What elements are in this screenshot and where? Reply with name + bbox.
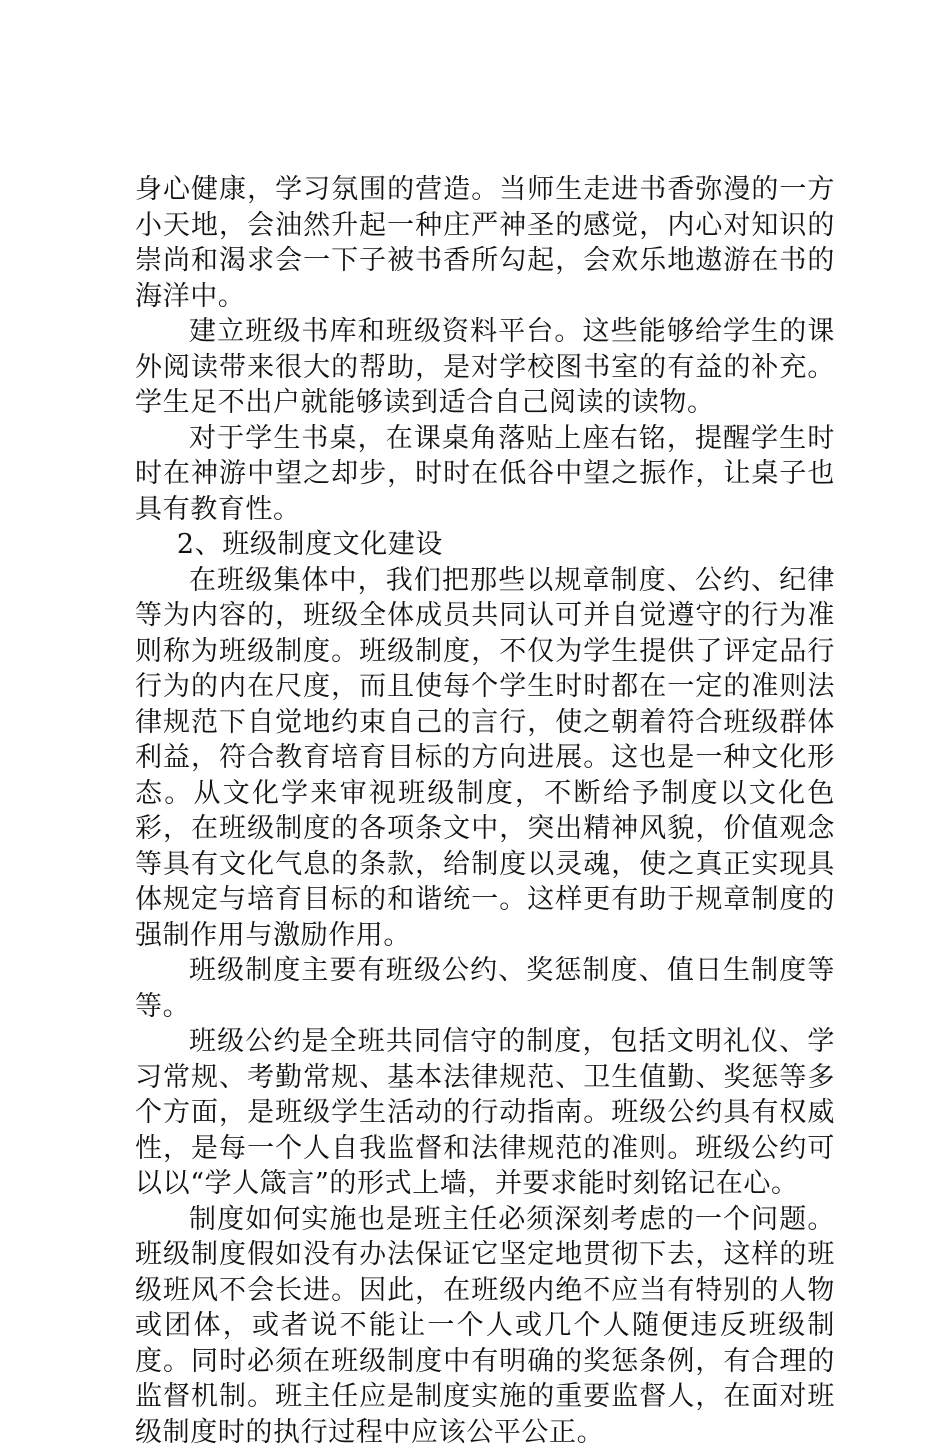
section-heading: 2、班级制度文化建设 — [135, 527, 835, 563]
paragraph-system-types: 班级制度主要有班级公约、奖惩制度、值日生制度等等。 — [135, 953, 835, 1024]
paragraph-implementation: 制度如何实施也是班主任必须深刻考虑的一个问题。班级制度假如没有办法保证它坚定地贯彻下去，这样的班级班风不会长进。因此，在班级内绝不应当有特别的人物或团体，或者说不能让一个人或几个人随便违反班级制度。同时必须在班级制度中有明确的奖惩条例，有合理的监督机制。班主任应是制度实施的重要监督人，在面对班级制度时的执行过程中应该公平公正。 — [135, 1202, 835, 1450]
paragraph-continued: 身心健康，学习氛围的营造。当师生走进书香弥漫的一方小天地，会油然升起一种庄严神圣的感觉，内心对知识的崇尚和渴求会一下子被书香所勾起，会欢乐地遨游在书的海洋中。 — [135, 172, 835, 314]
document-body — [135, 172, 835, 1450]
paragraph-student-desk: 对于学生书桌，在课桌角落贴上座右铭，提醒学生时时在神游中望之却步，时时在低谷中望之振作，让桌子也具有教育性。 — [135, 421, 835, 528]
paragraph-class-system: 在班级集体中，我们把那些以规章制度、公约、纪律等为内容的，班级全体成员共同认可并自觉遵守的行为准则称为班级制度。班级制度，不仅为学生提供了评定品行行为的内在尺度，而且使每个学生时时都在一定的准则法律规范下自觉地约束自己的言行，使之朝着符合班级群体利益，符合教育培育目标的方向进展。这也是一种文化形态。从文化学来审视班级制度，不断给予制度以文化色彩，在班级制度的各项条文中，突出精神风貌，价值观念等具有文化气息的条款，给制度以灵魂，使之真正实现具体规定与培育目标的和谐统一。这样更有助于规章制度的强制作用与激励作用。 — [135, 563, 835, 954]
paragraph-class-convention: 班级公约是全班共同信守的制度，包括文明礼仪、学习常规、考勤常规、基本法律规范、卫生值勤、奖惩等多个方面，是班级学生活动的行动指南。班级公约具有权威性，是每一个人自我监督和法律规范的准则。班级公约可以以“学人箴言”的形式上墙，并要求能时刻铭记在心。 — [135, 1024, 835, 1202]
paragraph-class-library: 建立班级书库和班级资料平台。这些能够给学生的课外阅读带来很大的帮助，是对学校图书室的有益的补充。学生足不出户就能够读到适合自己阅读的读物。 — [135, 314, 835, 421]
